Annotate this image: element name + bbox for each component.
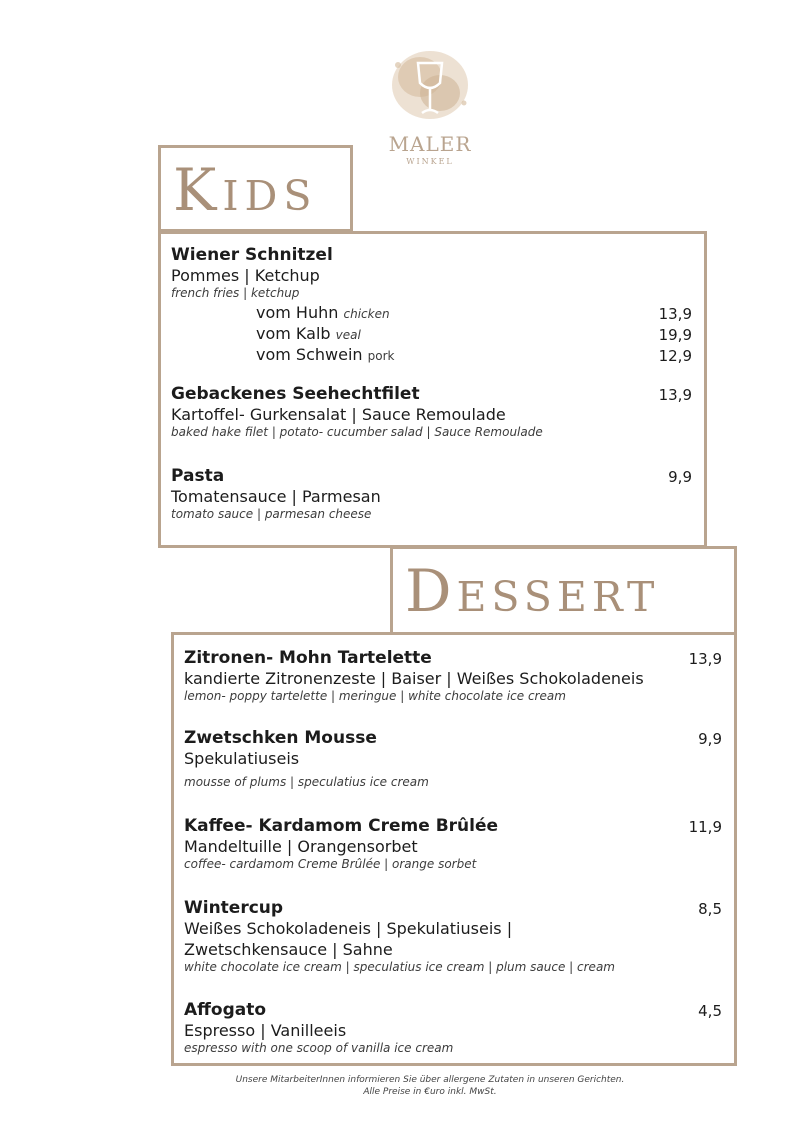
logo-subtitle: WINKEL <box>406 157 454 166</box>
variant-label: vom Kalb <box>256 324 331 343</box>
variant-translation: pork <box>367 349 395 363</box>
dessert-heading: Dessert <box>405 557 660 625</box>
dish-name: Zitronen- Mohn Tartelette <box>184 648 432 668</box>
dish-name: Wiener Schnitzel <box>171 245 333 265</box>
dish-description: Spekulatiuseis <box>184 749 300 768</box>
dish-description: Mandeltuille | Orangensorbet <box>184 837 418 856</box>
variant-label: vom Schwein <box>256 345 363 364</box>
dish-translation: lemon- poppy tartelette | meringue | white chocolate ice cream <box>184 689 566 703</box>
price: 13,9 <box>688 650 722 668</box>
dish-translation: french fries | ketchup <box>171 286 300 300</box>
kids-heading: Kids <box>173 156 318 224</box>
variant-label: vom Huhn <box>256 303 339 322</box>
price: 12,9 <box>658 347 692 365</box>
price: 9,9 <box>698 730 722 748</box>
dish-name: Pasta <box>171 466 225 486</box>
dish-description-line-2: Zwetschkensauce | Sahne <box>184 940 393 959</box>
dish-name: Zwetschken Mousse <box>184 728 377 748</box>
logo-name: MALER <box>388 132 472 156</box>
dish-translation: coffee- cardamom Creme Brûlée | orange sorbet <box>184 857 477 871</box>
dish-description: Weißes Schokoladeneis | Spekulatiuseis | <box>184 919 513 938</box>
dish-name: Wintercup <box>184 898 284 918</box>
dish-name: Kaffee- Kardamom Creme Brûlée <box>184 816 499 836</box>
dish-description: kandierte Zitronenzeste | Baiser | Weißes Schokoladeneis <box>184 669 644 688</box>
dish-name: Gebackenes Seehechtfilet <box>171 384 420 404</box>
variant-row <box>256 303 390 322</box>
variant-translation: veal <box>335 328 361 342</box>
price: 13,9 <box>658 305 692 323</box>
dish-translation: espresso with one scoop of vanilla ice cream <box>184 1041 454 1055</box>
price: 8,5 <box>698 900 722 918</box>
dish-description: Espresso | Vanilleeis <box>184 1021 347 1040</box>
dish-translation: tomato sauce | parmesan cheese <box>171 507 372 521</box>
dish-translation: baked hake filet | potato- cucumber salad | Sauce Remoulade <box>171 425 543 439</box>
wine-glass-logo-icon <box>380 45 480 130</box>
price-note: Alle Preise in €uro inkl. MwSt. <box>363 1087 497 1097</box>
dish-translation: white chocolate ice cream | speculatius ice cream | plum sauce | cream <box>184 960 615 974</box>
variant-row <box>256 345 394 364</box>
logo <box>380 45 480 170</box>
price: 19,9 <box>658 326 692 344</box>
dish-description: Kartoffel- Gurkensalat | Sauce Remoulade <box>171 405 506 424</box>
variant-row <box>256 324 361 343</box>
variant-translation: chicken <box>343 307 390 321</box>
price: 9,9 <box>668 468 692 486</box>
price: 13,9 <box>658 386 692 404</box>
price: 4,5 <box>698 1002 722 1020</box>
dish-translation: mousse of plums | speculatius ice cream <box>184 775 429 789</box>
allergen-note: Unsere MitarbeiterInnen informieren Sie über allergene Zutaten in unseren Gerichten. <box>235 1075 625 1085</box>
price: 11,9 <box>688 818 722 836</box>
dish-description: Tomatensauce | Parmesan <box>171 487 381 506</box>
dish-name: Affogato <box>184 1000 267 1020</box>
dish-description: Pommes | Ketchup <box>171 266 320 285</box>
